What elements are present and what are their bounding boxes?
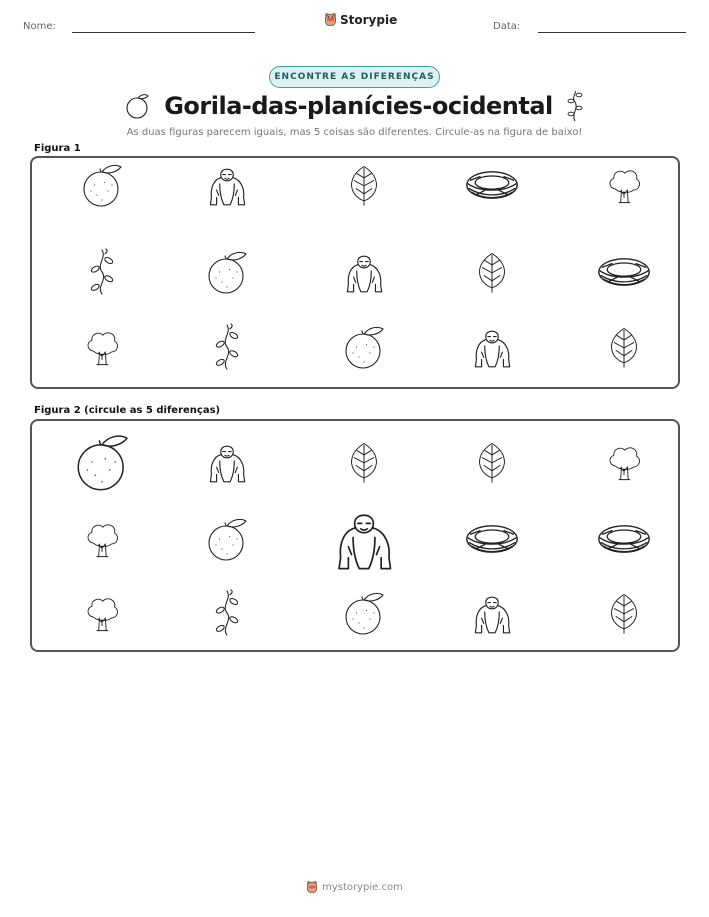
vine-icon[interactable] — [203, 323, 251, 371]
vine-icon — [565, 90, 585, 122]
brand-name: Storypie — [340, 12, 398, 27]
brand — [324, 12, 397, 27]
name-line[interactable] — [72, 32, 255, 33]
figure-2-panel[interactable] — [30, 419, 680, 652]
figure-1-label: Figura 1 — [34, 143, 81, 154]
gorilla-icon[interactable] — [325, 500, 403, 578]
storypie-logo-icon — [324, 12, 337, 27]
leaf-icon[interactable] — [602, 325, 646, 369]
figure-1-panel[interactable] — [30, 156, 680, 389]
nest-icon[interactable] — [462, 509, 522, 569]
leaf-icon[interactable] — [470, 250, 514, 294]
orange-icon[interactable] — [339, 322, 389, 372]
footer-url: mystorypie.com — [322, 881, 403, 893]
instructions: As duas figuras parecem iguais, mas 5 coisas são diferentes. Circule-as na figura de baixo! — [126, 127, 583, 138]
footer — [0, 880, 709, 894]
leaf-icon[interactable] — [470, 440, 514, 484]
orange-icon — [124, 92, 152, 120]
gorilla-icon[interactable] — [466, 587, 518, 639]
leaf-icon[interactable] — [602, 591, 646, 635]
orange-icon[interactable] — [77, 160, 127, 210]
title-row — [0, 90, 709, 122]
leaf-icon[interactable] — [342, 163, 386, 207]
name-label: Nome: — [23, 21, 56, 32]
tree-icon[interactable] — [603, 441, 645, 483]
tree-icon[interactable] — [81, 326, 123, 368]
vine-icon[interactable] — [78, 248, 126, 296]
storypie-logo-icon — [306, 880, 318, 894]
gorilla-icon[interactable] — [466, 321, 518, 373]
gorilla-icon[interactable] — [338, 246, 390, 298]
date-line[interactable] — [538, 32, 686, 33]
leaf-icon[interactable] — [342, 440, 386, 484]
figure-2-label: Figura 2 (circule as 5 diferenças) — [34, 405, 221, 416]
nest-icon[interactable] — [462, 155, 522, 215]
orange-icon[interactable] — [202, 247, 252, 297]
badge: ENCONTRE AS DIFERENÇAS — [269, 66, 440, 88]
page-title: Gorila-das-planícies-ocidental — [164, 92, 553, 120]
gorilla-icon[interactable] — [201, 436, 253, 488]
nest-icon[interactable] — [594, 509, 654, 569]
tree-icon[interactable] — [81, 592, 123, 634]
orange-icon[interactable] — [69, 429, 135, 495]
tree-icon[interactable] — [81, 518, 123, 560]
orange-icon[interactable] — [339, 588, 389, 638]
date-label: Data: — [493, 21, 521, 32]
vine-icon[interactable] — [203, 589, 251, 637]
tree-icon[interactable] — [603, 164, 645, 206]
gorilla-icon[interactable] — [201, 159, 253, 211]
orange-icon[interactable] — [202, 514, 252, 564]
nest-icon[interactable] — [594, 242, 654, 302]
